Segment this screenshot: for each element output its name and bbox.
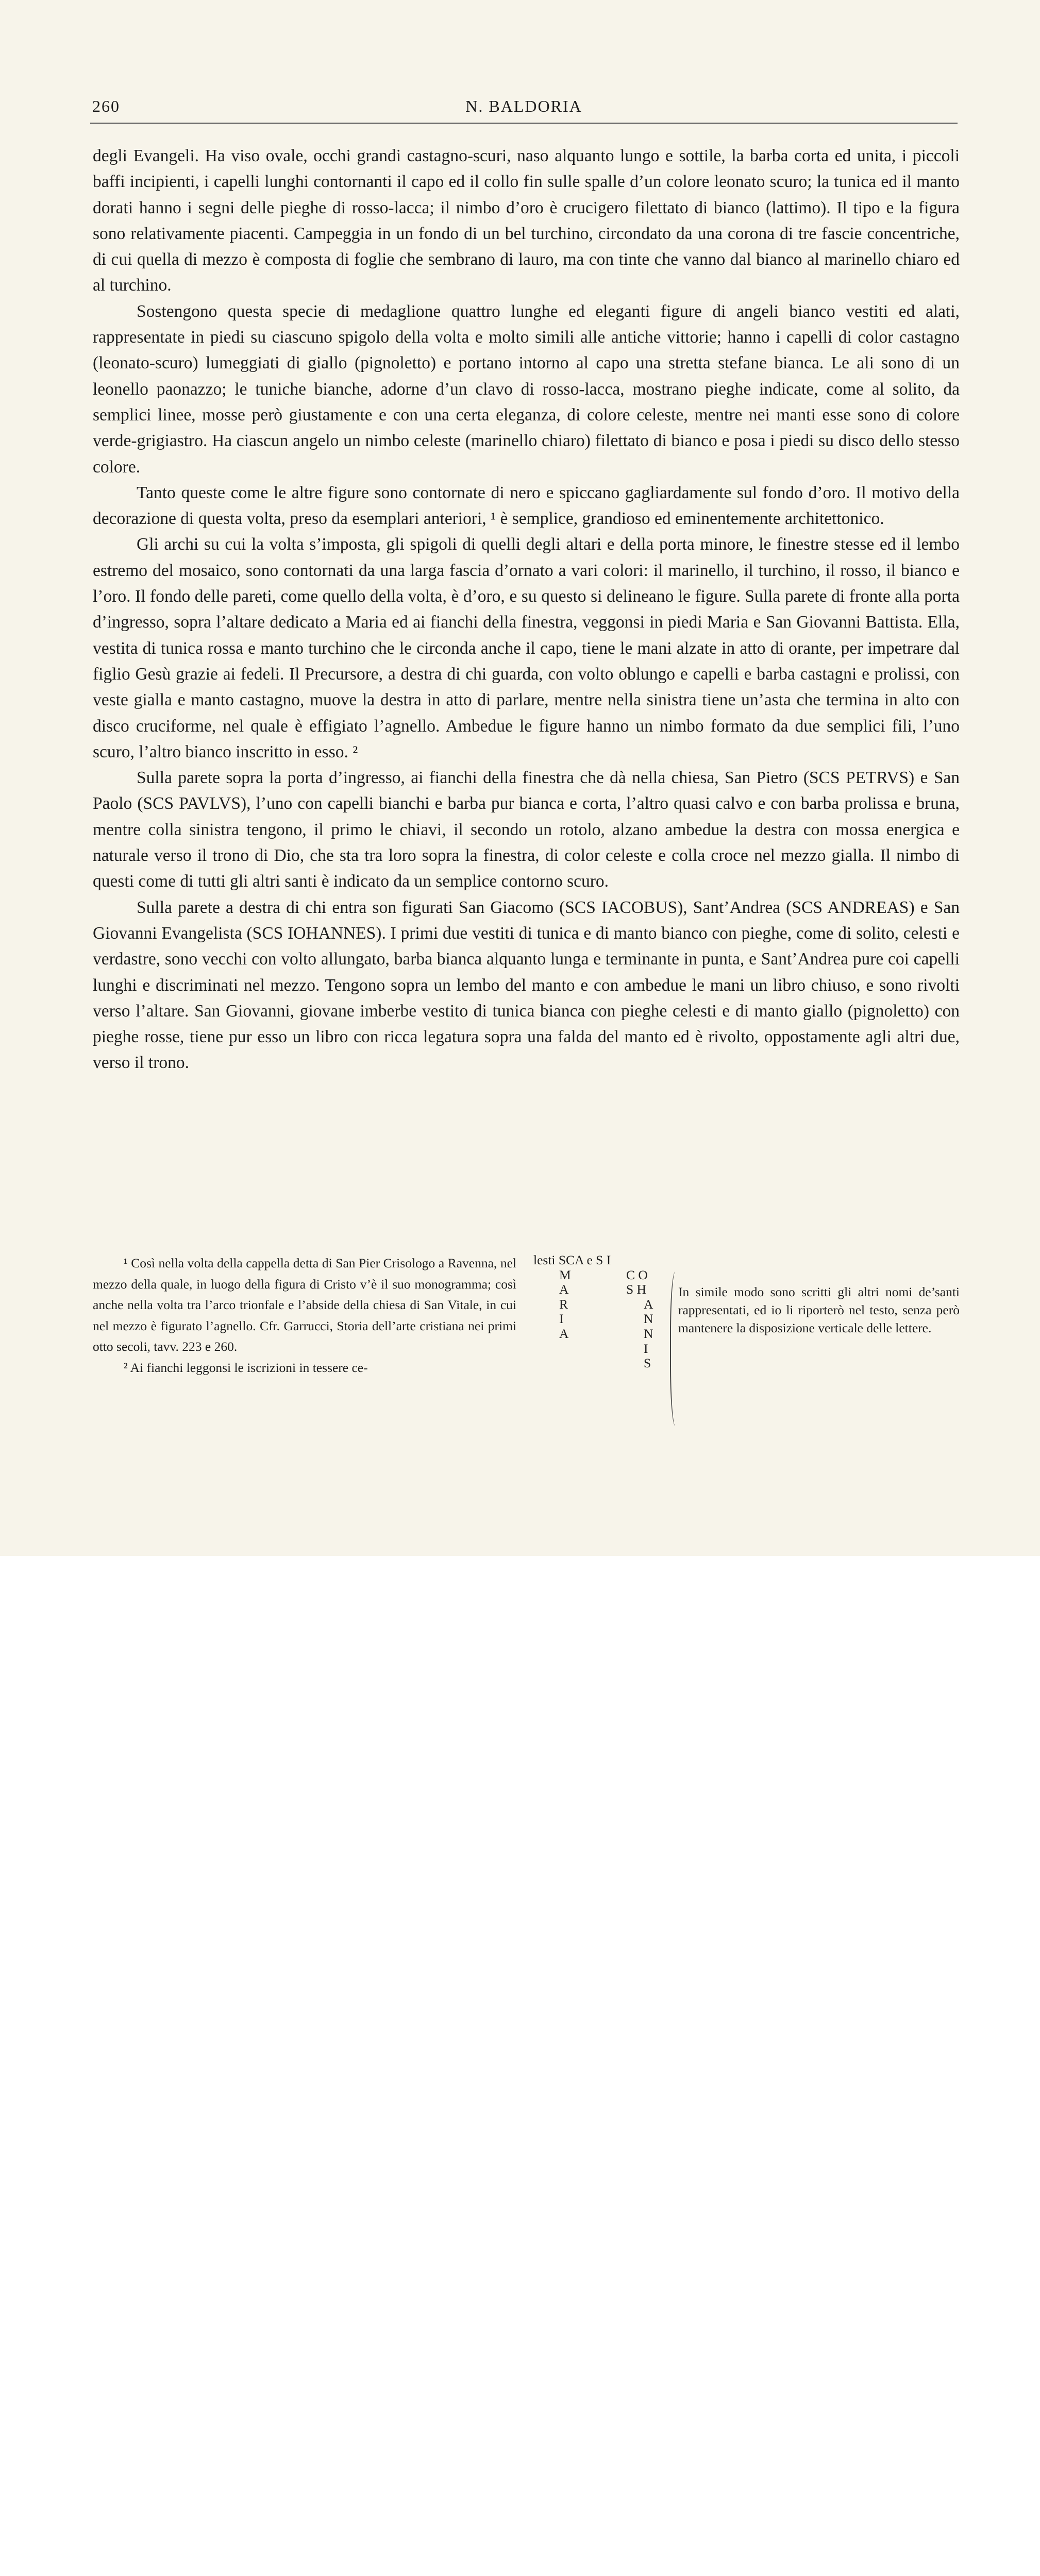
paragraph: degli Evangeli. Ha viso ovale, occhi grandi castagno-scuri, naso alquanto lungo e sottile, la barba corta ed unita, i piccoli baffi incipienti, i capelli lunghi contornanti il capo ed il collo fin sulle spalle d’un colore leonato scuro; la tunica ed il manto dorati hanno i segni delle pieghe di rosso-lacca; il nimbo d’oro è crucigero filettato di bianco (lattimo). Il tipo e la figura sono relativamente piacenti. Campeggia in un fondo di un bel turchino, circondato da una corona di tre fascie concentriche, di cui quella di mezzo è composta di foglie che sembrano di lauro, ma con tinte che vanno dal bianco al marinello chiaro ed al turchino. (93, 146, 960, 295)
inscription-letter-left: A (559, 1282, 569, 1297)
main-text (93, 143, 960, 1076)
page-number: 260 (92, 97, 120, 115)
footnotes (93, 1253, 516, 1378)
inscription-row (533, 1297, 667, 1312)
inscription-letter-right: N (644, 1326, 653, 1341)
inscription-letter-right: N (644, 1311, 653, 1327)
inscription-letter-left: I (559, 1311, 564, 1327)
inscription-letter-left: M (559, 1267, 571, 1282)
paragraph: Sostengono questa specie di medaglione quattro lunghe ed eleganti figure di angeli bianco vestiti ed alati, rappresentate in piedi su ciascuno spigolo della volta e molto simili alle antiche vittorie; hanno i capelli di color castagno (leonato-scuro) lumeggiati di giallo (pignoletto) e portano intorno al capo una stretta stefane bianca. Le ali sono di un leonello paonazzo; le tuniche bianche, adorne d’un clavo di rosso-lacca, mostrano pieghe indicate, come al solito, da semplici linee, mosse però giustamente e con una certa eleganza, di colore celeste, mentre nei manti esse sono di colore verde-grigiastro. Ha ciascun angelo un nimbo celeste (marinello chiaro) filettato di bianco e posa i piedi su disco dello stesso colore. (93, 301, 960, 477)
footer-bar (0, 1556, 1040, 1634)
header-rule (90, 123, 958, 124)
running-title: N. BALDORIA (465, 97, 582, 115)
inscription-row (533, 1356, 667, 1371)
inscription-letter-left: R (559, 1296, 568, 1312)
paragraph: Gli archi su cui la volta s’imposta, gli spigoli di quelli degli altari e della porta minore, le finestre stesse ed il lembo estremo del mosaico, sono contornati da una larga fascia d’ornato a vari colori: il marinello, il turchino, il rosso, il bianco e l’oro. Il fondo delle pareti, come quello della volta, è d’oro, e su questo si delineano le figure. Sulla parete di fronte alla porta d’ingresso, sopra l’altare dedicato a Maria ed ai fianchi della finestra, veggonsi in piedi Maria e San Giovanni Battista. Ella, vestita di tunica rossa e manto turchino che le circonda anche il capo, tiene le mani alzate in atto di orante, per impetrare dal figlio Gesù grazie ai fedeli. Il Precursore, a destra di chi guarda, con volto oblungo e capelli e barba castagni e prolissi, con veste gialla e manto castagno, muove la destra in atto di parlare, mentre nella sinistra tiene un’asta che termina in alto con disco cruciforme, nel quale è effigiato l’agnello. Ambedue le figure hanno un nimbo formato da due semplici fili, l’uno scuro, l’altro bianco inscritto in esso. ² (93, 535, 960, 761)
inscription-first-line: lesti SCA e S I (533, 1252, 611, 1267)
inscription-letter-right: S H (626, 1282, 646, 1297)
inscription-letter-right: I (644, 1341, 648, 1356)
running-header (90, 97, 958, 117)
inscription-letter-right: C O (626, 1267, 648, 1282)
inscription-row (533, 1268, 667, 1283)
inscription-side-note: In simile modo sono scritti gli altri nomi de’santi rappresentati, ed io li riporterò nel testo, senza però mantenere la disposizione verticale delle lettere. (678, 1284, 960, 1335)
footnote-1: ¹ Così nella volta della cappella detta di San Pier Crisologo a Ravenna, nel mezzo della quale, in luogo della figura di Cristo v’è il suo monogramma; così anche nella volta tra l’arco trionfale e l’abside della chiesa di San Vitale, in cui nel mezzo è figurato l’agnello. Cfr. Garrucci, Storia dell’arte cristiana nei primi otto secoli, tavv. 223 e 260. (93, 1256, 516, 1354)
inscription-letter-left: A (559, 1326, 569, 1341)
inscription-letter-right: A (644, 1296, 653, 1312)
paragraph: Sulla parete a destra di chi entra son figurati San Giacomo (SCS IACOBUS), Sant’Andrea (SCS ANDREAS) e San Giovanni Evangelista (SCS IOHANNES). I primi due vestiti di tunica e di manto bianco con pieghe, come di solito, celesti e verdastre, sono vecchi con volto allungato, barba bianca alquanto lunga e terminante in punta, e Sant’Andrea pure coi capelli lunghi e discriminati nel mezzo. Tengono sopra un lembo del manto e con ambedue le mani un libro chiuso, e sono rivolti verso l’altare. San Giovanni, giovane imberbe vestito di tunica bianca con pieghe celesti e di manto giallo (pignoletto) con pieghe rosse, tiene pur esso un libro con ricca legatura sopra una falda del manto ed è rivolto, oppostamente agli altri due, verso il trono. (93, 897, 960, 1073)
inscription-row (533, 1282, 667, 1297)
inscription-diagram (533, 1253, 667, 1371)
inscription-row (533, 1327, 667, 1342)
paragraph: Tanto queste come le altre figure sono contornate di nero e spiccano gagliardamente sul fondo d’oro. Il motivo della decorazione di questa volta, preso da esemplari anteriori, ¹ è semplice, grandioso ed eminentemente architettonico. (93, 483, 960, 529)
footnote-2: ² Ai fianchi leggonsi le iscrizioni in tessere ce- (124, 1360, 368, 1375)
inscription-row (533, 1312, 667, 1327)
paragraph: Sulla parete sopra la porta d’ingresso, ai fianchi della finestra che dà nella chiesa, San Pietro (SCS PETRVS) e San Paolo (SCS PAVLVS), l’uno con capelli bianchi e barba pur bianca e corta, l’altro quasi calvo e con barba prolissa e bruna, mentre colla sinistra tengono, il primo le chiavi, il secondo un rotolo, alzano ambedue la destra con mossa energica e naturale verso il trono di Dio, che sta tra loro sopra la finestra, di color celeste e colla croce nel mezzo gialla. Il nimbo di questi come di tutti gli altri santi è indicato da un semplice contorno scuro. (93, 768, 960, 891)
inscription-letter-right: S (644, 1355, 651, 1371)
inscription-row (533, 1342, 667, 1357)
